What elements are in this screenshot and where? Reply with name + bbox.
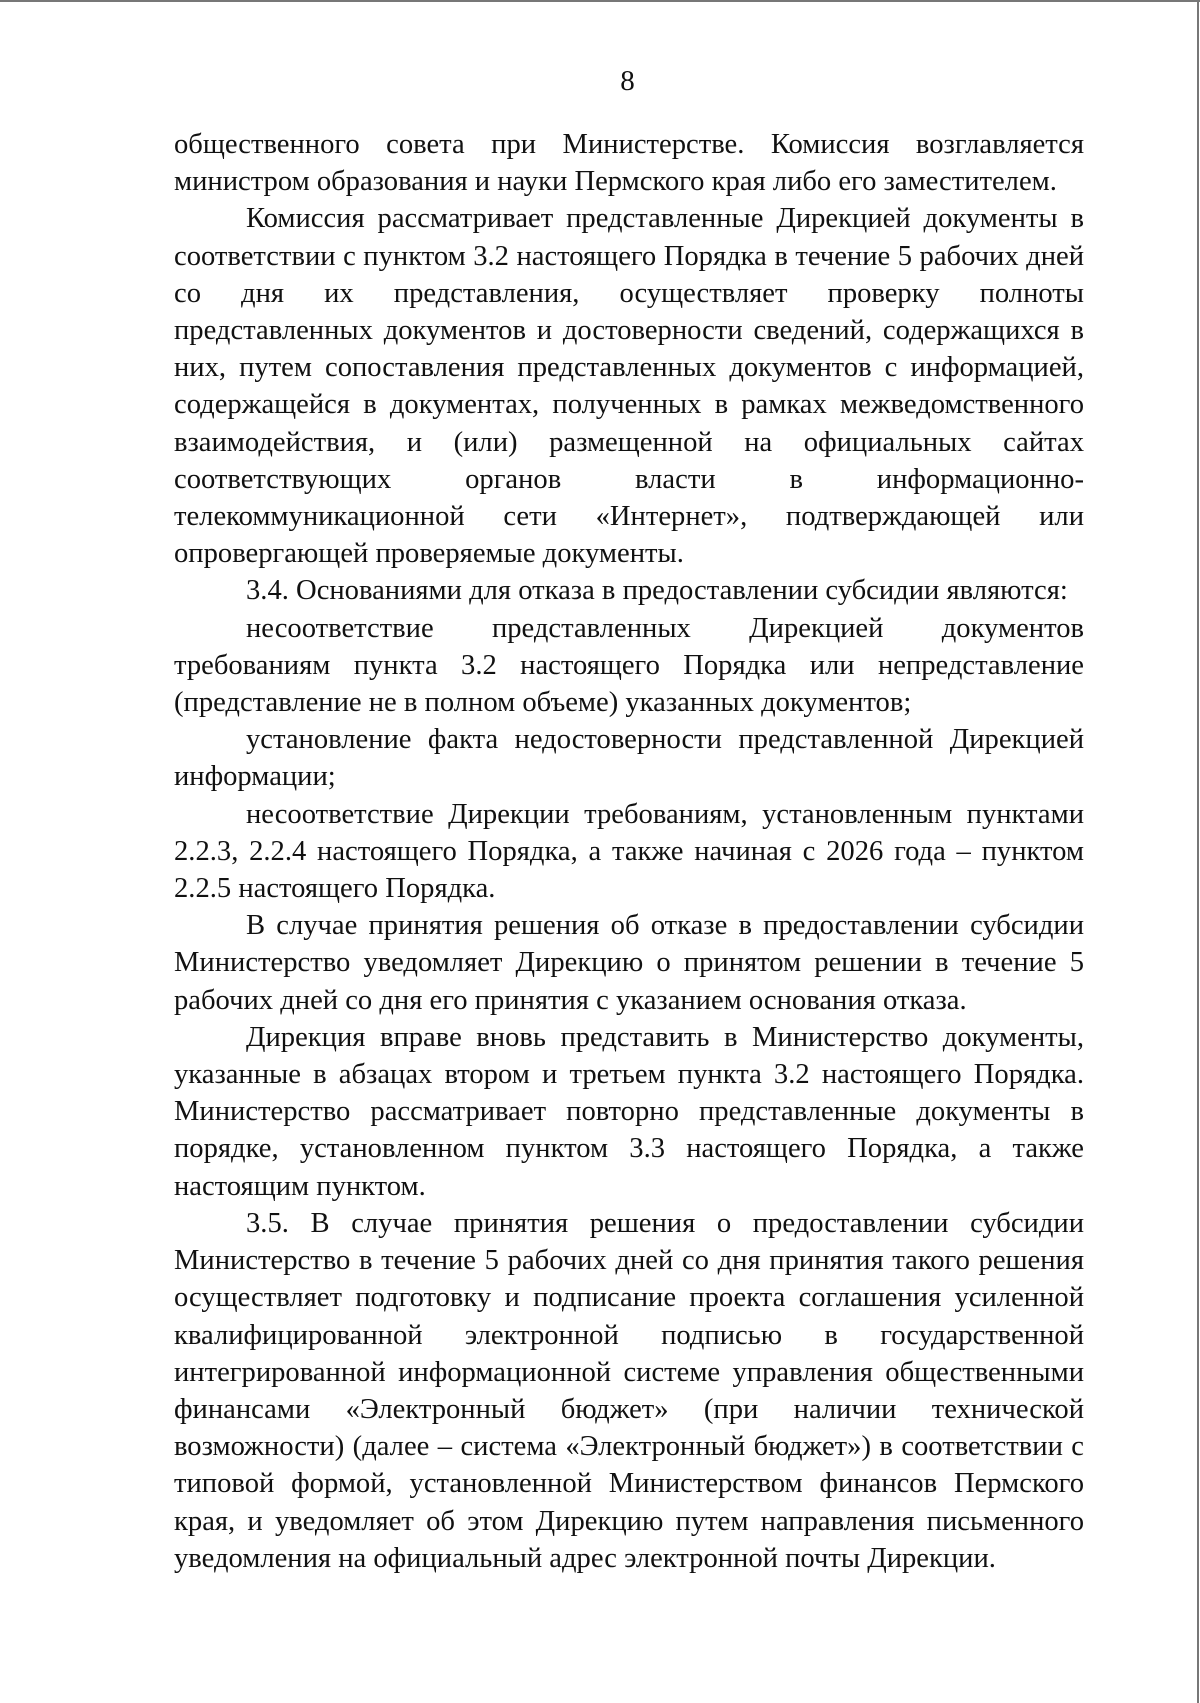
paragraph-commission-review: Комиссия рассматривает представленные Дирекцией документы в соответствии с пунктом 3.2 настоящего Порядка в течение 5 рабочих дней со дня их представления, осуществляет проверку полноты представленных документов и достоверности сведений, содержащихся в них, путем сопоставления представленных документов с информацией, содержащейся в документах, полученных в рамках межведомственного взаимодействия, и (или) размещенной на официальных сайтах соответствующих органов власти в информационно-телекоммуникационной сети «Интернет», подтверждающей или опровергающей проверяемые документы. [174,203,1084,570]
document-body [174,126,1084,1577]
scan-right-edge [1197,0,1199,1703]
paragraph-refusal-item-inaccuracy: установление факта недостоверности представленной Дирекцией информации; [174,724,1084,793]
paragraph-refusal-grounds: 3.4. Основаниями для отказа в предоставлении субсидии являются: [246,575,1068,607]
paragraph-resubmission: Дирекция вправе вновь представить в Министерство документы, указанные в абзацах втором и третьем пункта 3.2 настоящего Порядка. Министерство рассматривает повторно представленные документы в порядке, установленном пунктом 3.3 настоящего Порядка, а также настоящим пунктом. [174,1021,1084,1202]
paragraph-refusal-item-documents: несоответствие представленных Дирекцией документов требованиям пункта 3.2 настоящего Порядка или непредставление (представление не в полном объеме) указанных документов; [174,612,1084,719]
scan-top-edge [0,0,1200,2]
page-number: 8 [620,65,635,97]
paragraph-commission-head: общественного совета при Министерстве. Комиссия возглавляется министром образования и науки Пермского края либо его заместителем. [174,129,1084,198]
paragraph-refusal-notification: В случае принятия решения об отказе в предоставлении субсидии Министерство уведомляет Дирекцию о принятом решении в течение 5 рабочих дней со дня его принятия с указанием основания отказа. [174,910,1084,1016]
paragraph-agreement-signing: 3.5. В случае принятия решения о предоставлении субсидии Министерство в течение 5 рабочих дней со дня принятия такого решения осуществляет подготовку и подписание проекта соглашения усиленной квалифицированной электронной подписью в государственной интегрированной информационной системе управления общественными финансами «Электронный бюджет» (при наличии технической возможности) (далее – система «Электронный бюджет») в соответствии с типовой формой, установленной Министерством финансов Пермского края, и уведомляет об этом Дирекцию путем направления письменного уведомления на официальный адрес электронной почты Дирекции. [174,1207,1084,1574]
paragraph-refusal-item-requirements: несоответствие Дирекции требованиям, установленным пунктами 2.2.3, 2.2.4 настоящего Порядка, а также начиная с 2026 года – пунктом 2.2.5 настоящего Порядка. [174,798,1084,905]
